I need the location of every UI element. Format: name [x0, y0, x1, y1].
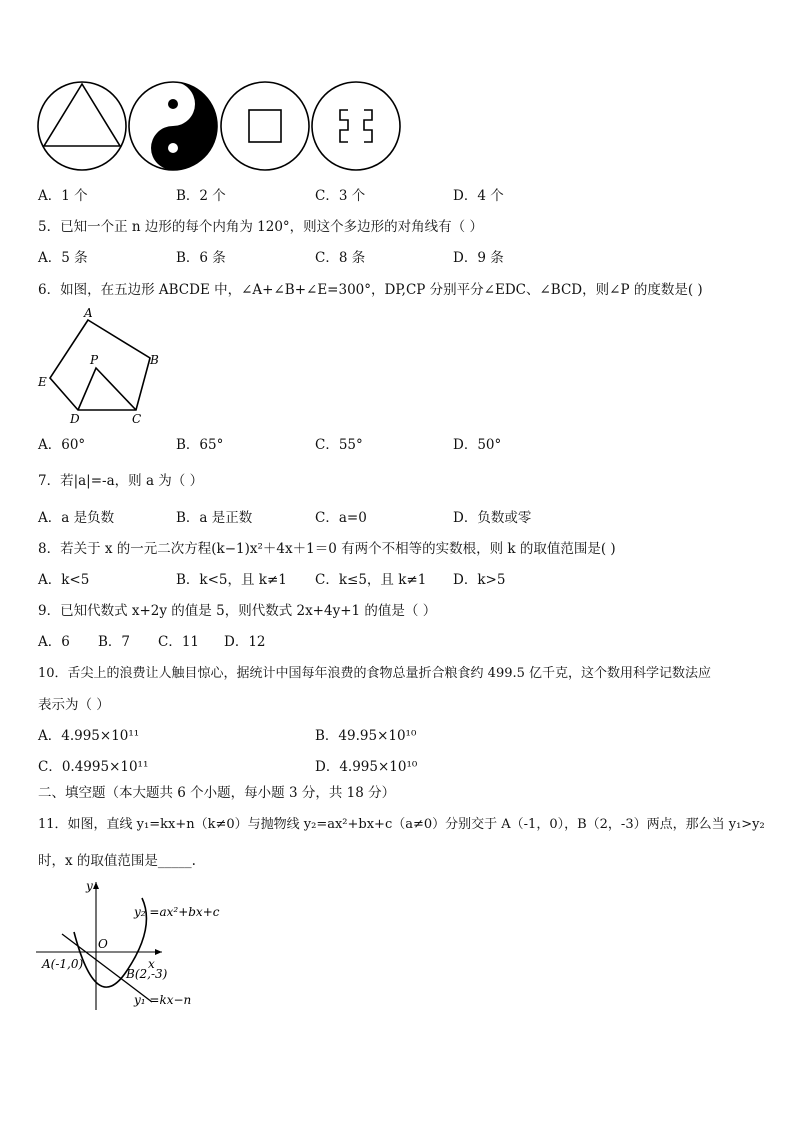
triangle-in-circle-figure	[38, 82, 126, 170]
yin-yang-figure	[129, 82, 217, 170]
q6-option-c: C．55°	[315, 437, 363, 453]
q11-stem-line1: 11．如图，直线 y₁=kx+n（k≠0）与抛物线 y₂=ax²+bx+c（a≠0）分别交于 A（-1，0），B（2，-3）两点，那么当 y₁>y₂	[38, 817, 765, 832]
q11-origin-label: O	[98, 937, 108, 951]
q8-option-d: D．k>5	[453, 572, 506, 588]
q10-option-c: C．0.4995×10¹¹	[38, 759, 149, 775]
q10-option-b: B．49.95×10¹⁰	[315, 728, 417, 744]
q10-option-a: A．4.995×10¹¹	[38, 728, 140, 744]
square-in-circle-figure	[221, 82, 309, 170]
q8-stem: 8．若关于 x 的一元二次方程(k−1)x²＋4x＋1＝0 有两个不相等的实数根，则 k 的取值范围是( )	[38, 541, 616, 557]
q10-option-d: D．4.995×10¹⁰	[315, 759, 418, 775]
q6-label-e: E	[38, 375, 47, 389]
q11-graph-figure	[34, 876, 234, 1016]
q8-option-b: B．k<5，且 k≠1	[176, 572, 287, 588]
q9-stem: 9．已知代数式 x+2y 的值是 5，则代数式 2x+4y+1 的值是（ ）	[38, 603, 437, 619]
q11-axis-label-y: y	[86, 879, 93, 893]
q4-figures	[36, 80, 406, 176]
q11-stem-line2: 时，x 的取值范围是_____.	[38, 853, 196, 869]
q7-option-b: B．a 是正数	[176, 510, 253, 526]
q6-label-b: B	[150, 353, 159, 367]
q4-option-a: A．1 个	[38, 188, 88, 204]
q6-option-d: D．50°	[453, 437, 502, 453]
q9-option-d: D．12	[224, 634, 266, 650]
q6-option-b: B．65°	[176, 437, 224, 453]
q6-stem: 6．如图，在五边形 ABCDE 中，∠A+∠B+∠E=300°，DP,CP 分别平分∠EDC、∠BCD，则∠P 的度数是( )	[38, 282, 703, 298]
q6-label-c: C	[132, 412, 142, 426]
q7-option-d: D．负数或零	[453, 510, 532, 526]
q6-label-a: A	[84, 306, 93, 320]
q5-option-d: D．9 条	[453, 250, 504, 266]
q5-option-a: A．5 条	[38, 250, 88, 266]
q5-stem: 5．已知一个正 n 边形的每个内角为 120°，则这个多边形的对角线有（ ）	[38, 219, 483, 235]
q6-option-a: A．60°	[38, 437, 86, 453]
q9-option-c: C．11	[158, 634, 200, 650]
q11-point-b-label: B(2,-3)	[126, 967, 168, 981]
section-heading-fill-blank: 二、填空题（本大题共 6 个小题，每小题 3 分，共 18 分）	[38, 785, 396, 801]
q11-axis-label-x: x	[148, 957, 155, 971]
q11-line-label: y₁ =kx−n	[134, 993, 192, 1007]
q9-option-b: B．7	[98, 634, 131, 650]
q7-stem: 7．若|a|=-a，则 a 为（ ）	[38, 473, 204, 489]
q7-option-c: C．a=0	[315, 510, 367, 526]
q4-option-c: C．3 个	[315, 188, 366, 204]
q10-stem-line1: 10．舌尖上的浪费让人触目惊心，据统计中国每年浪费的食物总量折合粮食约 499.5 亿千克，这个数用科学记数法应	[38, 666, 712, 681]
bracket-shape-in-circle-figure	[312, 82, 400, 170]
q4-option-b: B．2 个	[176, 188, 226, 204]
q11-point-a-label: A(-1,0)	[42, 957, 84, 971]
q10-stem-line2: 表示为（ ）	[38, 697, 110, 713]
q6-pentagon-figure	[34, 306, 174, 430]
q5-option-b: B．6 条	[176, 250, 226, 266]
q6-label-p: P	[90, 353, 99, 367]
q11-parabola-label: y₂ =ax²+bx+c	[134, 905, 220, 919]
q9-option-a: A．6	[38, 634, 70, 650]
q8-option-c: C．k≤5，且 k≠1	[315, 572, 427, 588]
q7-option-a: A．a 是负数	[38, 510, 115, 526]
q5-option-c: C．8 条	[315, 250, 366, 266]
q4-option-d: D．4 个	[453, 188, 504, 204]
q8-option-a: A．k<5	[38, 572, 90, 588]
q6-label-d: D	[70, 412, 80, 426]
